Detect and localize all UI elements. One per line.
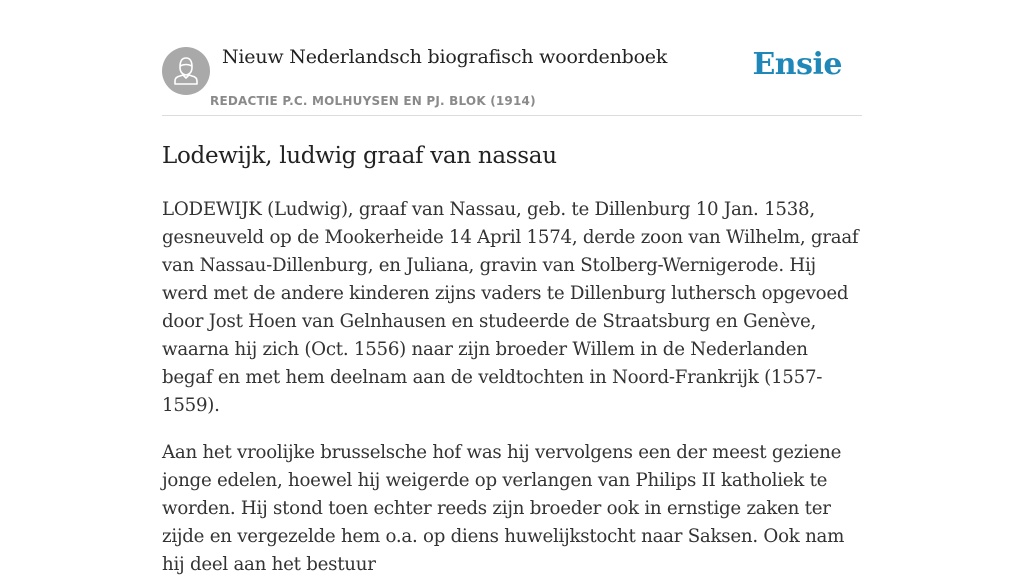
work-title[interactable]: Nieuw Nederlandsch biografisch woordenboek (222, 46, 668, 68)
article-paragraph: LODEWIJK (Ludwig), graaf van Nassau, geb. te Dillenburg 10 Jan. 1538, gesneuveld op de Mookerheide 14 April 1574, derde zoon van Wilhelm, graaf van Nassau-Dillenburg, en Juliana, gravin van Stolberg-Wernigerode. Hij werd met de andere kinderen zijns vaders te Dillenburg luthersch opgevoed door Jost Hoen van Gelnhausen en studeerde de Straatsburg en Genève, waarna hij zich (Oct. 1556) naar zijn broeder Willem in de Nederlanden begaf en met hem deelnam aan de veldtochten in Noord-Frankrijk (1557-1559). (162, 199, 859, 416)
article-paragraph: Aan het vroolijke brusselsche hof was hij vervolgens een der meest geziene jonge edelen, hoewel hij weigerde op verlangen van Philips II katholiek te worden. Hij stond toen echter reeds zijn broeder ook in ernstige zaken ter zijde en vergezelde hem o.a. op diens huwelijkstocht naar Saksen. Ook nam hij deel aan het bestuur (162, 442, 845, 575)
article-title: Lodewijk, ludwig graaf van nassau (162, 143, 557, 169)
work-header (162, 0, 862, 116)
user-avatar-icon[interactable] (162, 47, 210, 95)
work-subtitle: REDACTIE P.C. MOLHUYSEN EN PJ. BLOK (1914) (210, 94, 536, 108)
ensie-logo[interactable]: Ensie (752, 47, 842, 82)
article-container (162, 0, 862, 579)
